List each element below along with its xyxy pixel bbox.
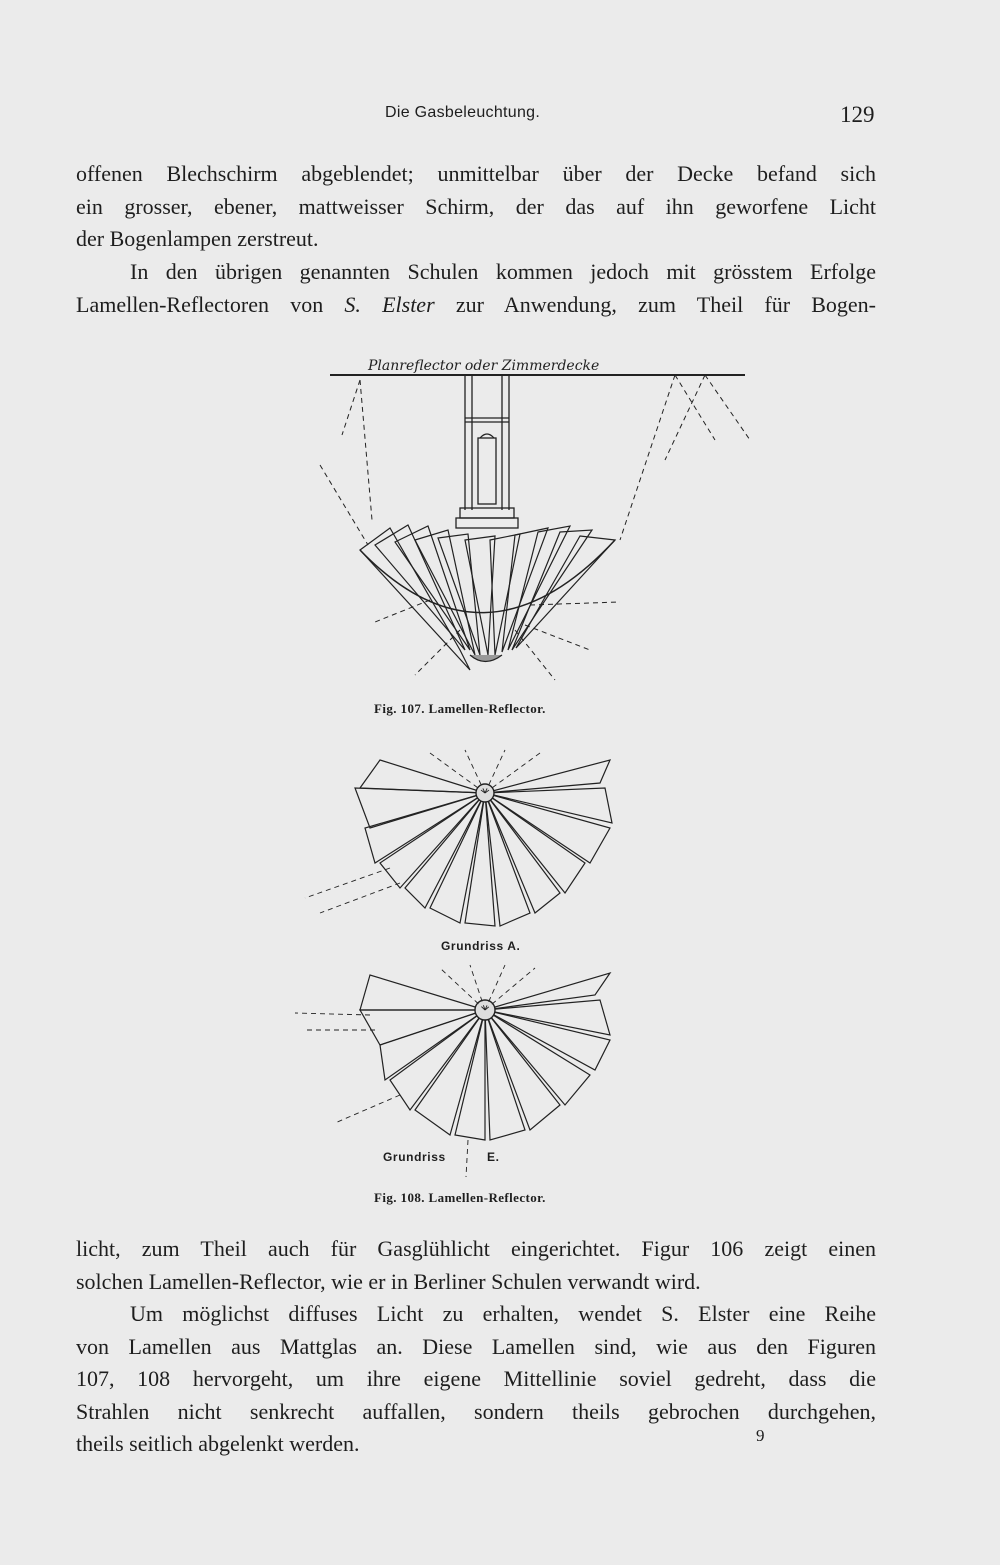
text-line: solchen Lamellen-Reflector, wie er in Berliner Schulen verwandt wird. <box>76 1268 701 1294</box>
running-head: Die Gasbeleuchtung. <box>385 104 541 121</box>
figure-108-caption: Fig. 108. Lamellen-Reflector. <box>374 1190 546 1205</box>
plan-e-label-left: Grundriss <box>383 1150 446 1164</box>
figure-108-plan-a <box>300 748 630 938</box>
figure-108-plan-e <box>290 965 630 1180</box>
text-line: theils seitlich abgelenkt werden. <box>76 1431 360 1456</box>
text-segment: Lamellen-Reflectoren von <box>76 291 345 317</box>
light-rays <box>320 375 750 680</box>
figure-107-caption: Fig. 107. Lamellen-Reflector. <box>374 701 546 716</box>
text-line: von Lamellen aus Mattglas an. Diese Lamellen sind, wie aus den Figuren <box>76 1333 876 1359</box>
paragraph-1 <box>76 158 876 256</box>
ceiling-handwritten-label: Planreflector oder Zimmerdecke <box>368 358 600 374</box>
text-line: ein grosser, ebener, mattweisser Schirm, der das auf ihn geworfene Licht <box>76 193 876 219</box>
lamellae-rosette-e <box>360 973 610 1140</box>
paragraph-2 <box>76 256 876 321</box>
text-line <box>76 289 876 322</box>
paragraph-3 <box>76 1233 876 1298</box>
plan-a-label: Grundriss A. <box>441 939 521 953</box>
text-line: In den übrigen genannten Schulen kommen jedoch mit grösstem Erfolge <box>130 259 876 284</box>
light-rays-e <box>295 965 535 1177</box>
plan-e-label-right: E. <box>487 1150 500 1164</box>
text-line: 107, 108 hervorgeht, um ihre eigene Mittellinie soviel gedreht, dass die <box>76 1366 876 1391</box>
page-number: 129 <box>840 102 875 127</box>
text-line: licht, zum Theil auch für Gasglühlicht eingerichtet. Figur 106 zeigt einen <box>76 1236 876 1261</box>
lamellae-fan <box>360 525 615 670</box>
text-line: offenen Blechschirm abgeblendet; unmittelbar über der Decke befand sich <box>76 161 876 186</box>
text-segment: zur Anwendung, zum Theil für Bogen- <box>434 291 876 317</box>
text-line: Um möglichst diffuses Licht zu erhalten, wendet S. Elster eine Reihe <box>130 1301 876 1326</box>
signature-number: 9 <box>756 1426 765 1445</box>
text-line: der Bogenlampen zerstreut. <box>76 226 319 251</box>
text-line: Strahlen nicht senkrecht auffallen, sondern theils gebrochen durchgehen, <box>76 1398 876 1424</box>
light-rays-a <box>305 750 540 913</box>
lamellae-rosette-a <box>355 760 612 926</box>
author-name: S. Elster <box>344 291 435 317</box>
lamp-body <box>456 375 518 528</box>
figure-107-side-view <box>320 350 760 700</box>
